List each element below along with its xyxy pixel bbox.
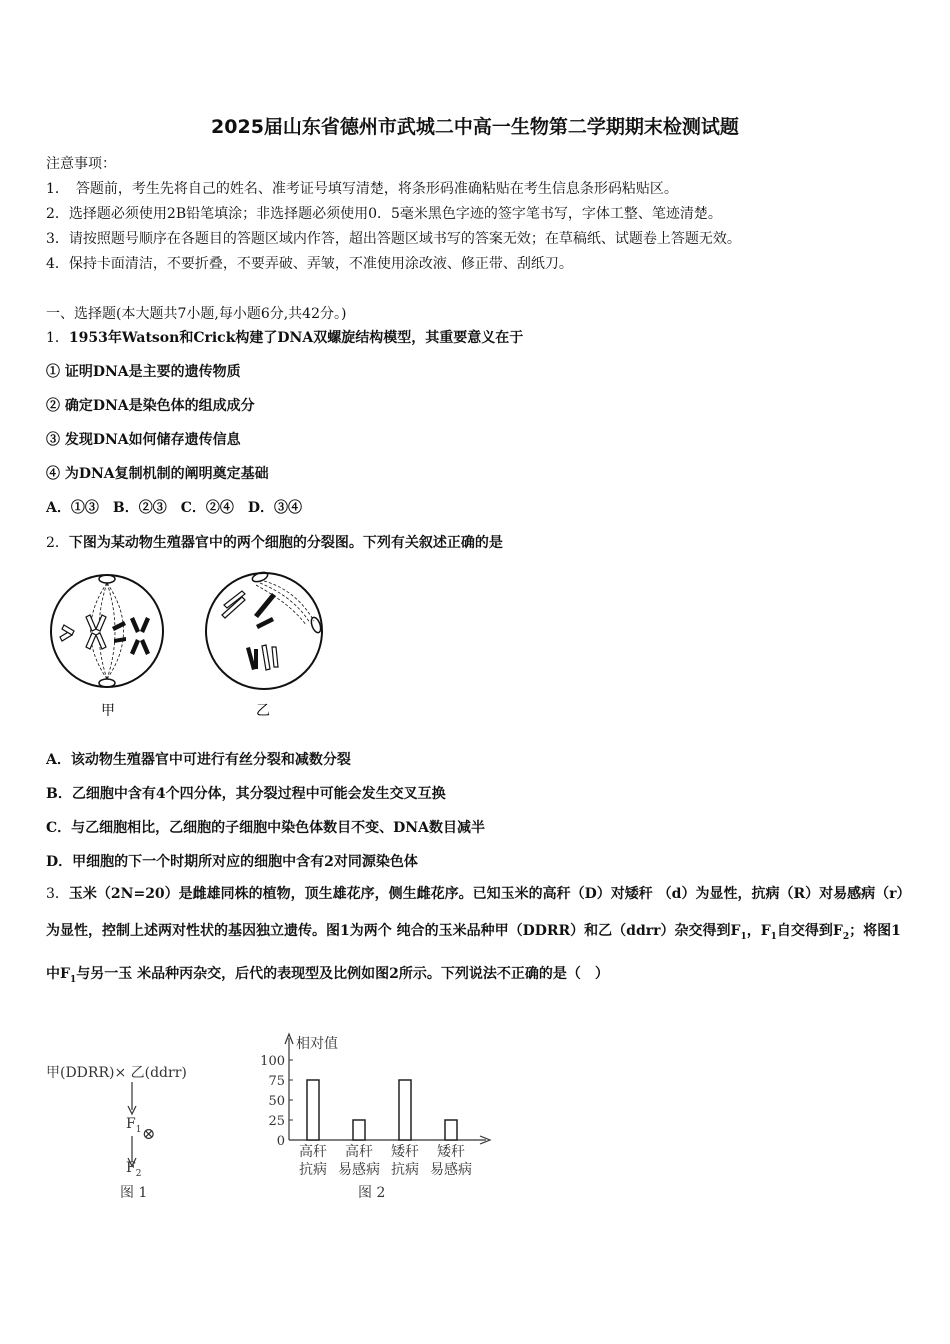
figure-1-caption: 图 1 — [120, 1185, 148, 1201]
x-tick-label: 易感病 — [430, 1162, 472, 1178]
q2-option: D．甲细胞的下一个时期所对应的细胞中含有2对同源染色体 — [46, 854, 418, 870]
fig-label-yi: 乙 — [256, 703, 270, 719]
q1-stem — [46, 327, 523, 347]
q1-item: ③ 发现DNA如何储存遗传信息 — [46, 432, 241, 448]
q1-number: 1． — [46, 330, 69, 346]
notice-item: 3．请按照题号顺序在各题目的答题区域内作答，超出答题区域书写的答案无效；在草稿纸、试题卷上答题无效。 — [46, 231, 741, 247]
x-tick-label: 高秆 — [345, 1144, 373, 1160]
figure-2-caption: 图 2 — [358, 1185, 386, 1201]
q1-item: ① 证明DNA是主要的遗传物质 — [46, 364, 241, 380]
notice-item: 2．选择题必须使用2B铅笔填涂；非选择题必须使用0．5毫米黑色字迹的签字笔书写，字体工整、笔迹清楚。 — [46, 206, 722, 222]
section-heading: 一、选择题(本大题共7小题,每小题6分,共42分。) — [46, 306, 347, 322]
notice-item: 4．保持卡面清洁，不要折叠，不要弄破、弄皱，不准使用涂改液、修正带、刮纸刀。 — [46, 256, 573, 272]
x-tick-label: 矮秆 — [391, 1144, 419, 1160]
y-tick-label: 75 — [268, 1074, 285, 1089]
y-tick-label: 25 — [268, 1114, 285, 1129]
y-tick-label: 100 — [260, 1054, 285, 1069]
bar — [445, 1120, 457, 1140]
q1-options: A．①③ B．②③ C．②④ D．③④ — [46, 500, 302, 516]
q2-stem — [46, 532, 503, 552]
notice-item: 1． 答题前，考生先将自己的姓名、准考证号填写清楚，将条形码准确粘贴在考生信息条形码粘贴区。 — [46, 181, 678, 197]
q1-text: 1953年Watson和Crick构建了DNA双螺旋结构模型，其重要意义在于 — [68, 330, 524, 346]
q3-number: 3． — [46, 886, 69, 902]
q3-stem: 3．玉米（2N=20）是雌雄同株的植物，顶生雄花序，侧生雌花序。已知玉米的高秆（D）对矮秆 （d）为显性，抗病（R）对易感病（r）为显性，控制上述两对性状的基因独立遗传。图1为两个 纯合的玉米品种甲（DDRR）和乙（ddrr）杂交得到$F_1$，$F_1$自交得到$F_2$；将图1中$F_1$与另一玉 米品种丙杂交，后代的表现型及比例如图2所示。下列说法不正确的是（ ） — [46, 886, 904, 985]
q2-number: 2． — [46, 535, 69, 551]
cross-text: 甲(DDRR)× 乙(ddrr) — [46, 1065, 187, 1081]
bar — [307, 1080, 319, 1140]
cell-jia — [51, 575, 163, 687]
y-tick-label: 0 — [276, 1134, 285, 1149]
figure-1 — [46, 1062, 246, 1212]
f1-label: $F_1$ — [126, 1116, 142, 1135]
fig-label-jia: 甲 — [101, 703, 115, 719]
x-tick-label: 抗病 — [299, 1162, 327, 1178]
x-tick-label: 矮秆 — [437, 1144, 465, 1160]
cell-division-figure — [46, 565, 336, 725]
q2-option: C．与乙细胞相比，乙细胞的子细胞中染色体数目不变、DNA数目减半 — [46, 820, 485, 836]
y-tick-label: 50 — [268, 1094, 285, 1109]
q1-item: ④ 为DNA复制机制的阐明奠定基础 — [46, 466, 269, 482]
x-tick-label: 高秆 — [299, 1144, 327, 1160]
q2-option: B．乙细胞中含有4个四分体，其分裂过程中可能会发生交叉互换 — [46, 786, 446, 802]
cell-yi — [206, 571, 322, 689]
bar — [353, 1120, 365, 1140]
q1-item: ② 确定DNA是染色体的组成成分 — [46, 398, 255, 414]
x-tick-label: 易感病 — [338, 1162, 380, 1178]
selfing-icon: ⊗ — [142, 1124, 156, 1143]
page-title: 2025届山东省德州市武城二中高一生物第二学期期末检测试题 — [211, 116, 739, 138]
x-tick-label: 抗病 — [391, 1162, 419, 1178]
q2-option: A．该动物生殖器官中可进行有丝分裂和减数分裂 — [46, 752, 351, 768]
notice-heading: 注意事项： — [46, 156, 116, 172]
figure-2-chart — [258, 1030, 498, 1210]
y-axis-label: 相对值 — [296, 1036, 338, 1052]
bar — [399, 1080, 411, 1140]
q2-text: 下图为某动物生殖器官中的两个细胞的分裂图。下列有关叙述正确的是 — [68, 535, 503, 551]
f2-label: $F_2$ — [126, 1160, 142, 1179]
